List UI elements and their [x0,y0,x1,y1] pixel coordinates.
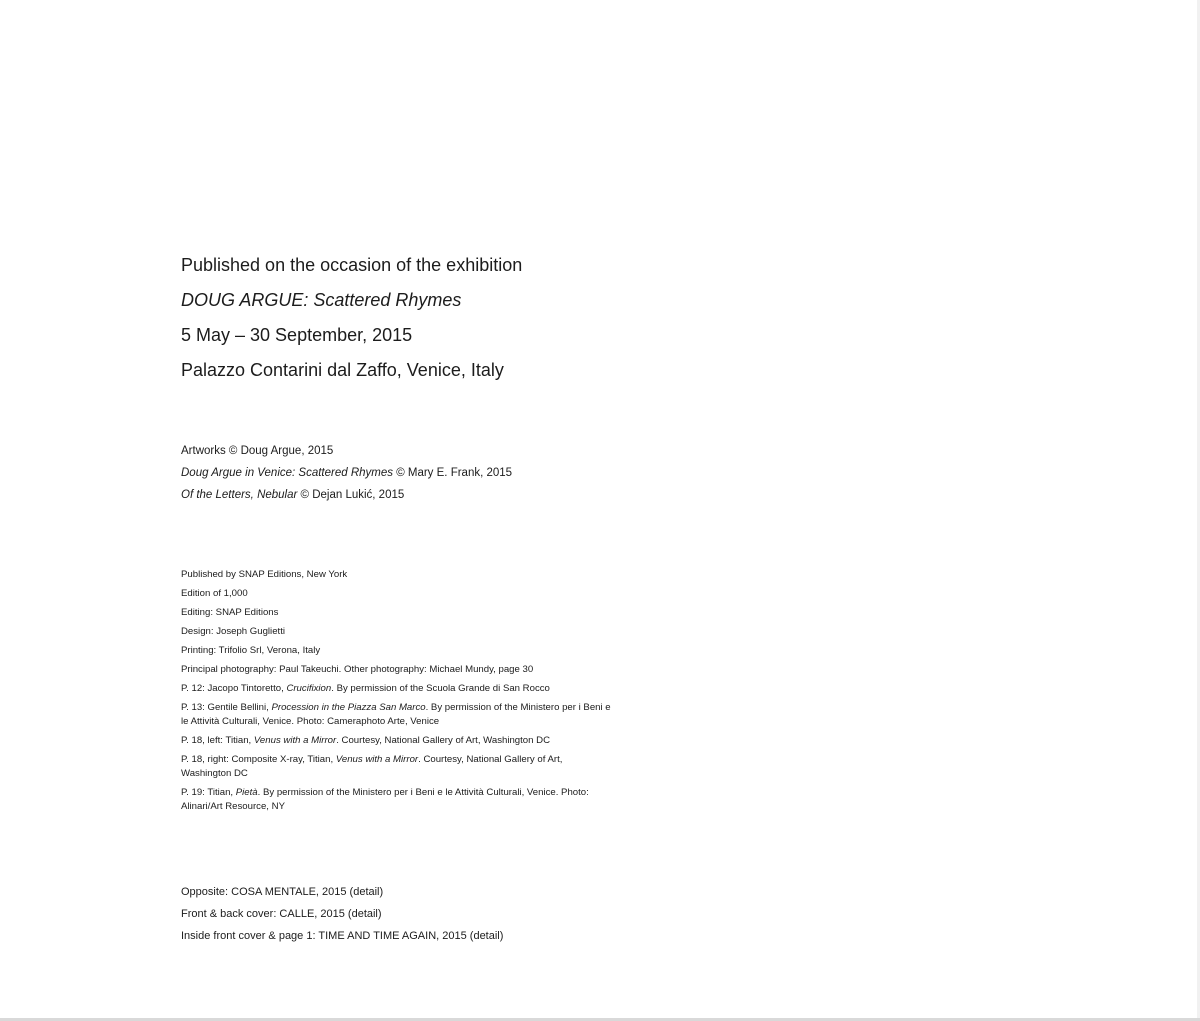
credit-p12 [181,682,611,696]
colophon-editing: Editing: SNAP Editions [181,607,279,618]
colophon-photography: Principal photography: Paul Takeuchi. Other photography: Michael Mundy, page 30 [181,664,534,675]
colophon-printing: Printing: Trifolio Srl, Verona, Italy [181,645,321,656]
caption-inside-front: Inside front cover & page 1: TIME AND TIME AGAIN, 2015 (detail) [181,930,504,942]
credit-p13 [181,701,611,729]
credit-p19-prefix: P. 19: Titian, [181,787,236,798]
credit-p19-suffix: . By permission of the Ministero per i Beni e le Attività Culturali, Venice. Photo: Alinari/Art Resource, NY [181,787,589,812]
copyright-block [181,440,512,506]
caption-opposite: Opposite: COSA MENTALE, 2015 (detail) [181,886,384,898]
credit-p18-right-prefix: P. 18, right: Composite X-ray, Titian, [181,754,336,765]
credit-p12-prefix: P. 12: Jacopo Tintoretto, [181,683,287,694]
credit-p18-left-suffix: . Courtesy, National Gallery of Art, Washington DC [336,735,550,746]
essay-title-frank: Doug Argue in Venice: Scattered Rhymes [181,467,394,479]
exhibition-block [181,248,522,388]
credit-p13-suffix: . By permission of the Ministero per i Beni e le Attività Culturali, Venice. Photo: Cameraphoto Arte, Venice [181,702,611,727]
essay-credit-lukic: © Dejan Lukić, 2015 [297,489,405,501]
caption-cover: Front & back cover: CALLE, 2015 (detail) [181,908,382,920]
credit-p19 [181,786,611,814]
colophon-publisher: Published by SNAP Editions, New York [181,569,348,580]
colophon-edition: Edition of 1,000 [181,588,248,599]
credit-p18-left-prefix: P. 18, left: Titian, [181,735,254,746]
exhibition-intro: Published on the occasion of the exhibition [181,255,523,275]
essay-credit-frank: © Mary E. Frank, 2015 [393,467,513,479]
credit-p12-suffix: . By permission of the Scuola Grande di San Rocco [331,683,550,694]
credit-p12-work: Crucifixion [286,683,332,694]
credit-p19-work: Pietà [235,787,258,798]
credit-p18-right-work: Venus with a Mirror [335,754,419,765]
captions-block [181,881,503,947]
exhibition-dates: 5 May – 30 September, 2015 [181,325,413,345]
exhibition-title: DOUG ARGUE: Scattered Rhymes [181,290,462,310]
credit-p18-right-suffix: . Courtesy, National Gallery of Art, Washington DC [181,754,563,779]
essay-copyright-lukic [181,484,512,506]
essay-title-lukic: Of the Letters, Nebular [181,489,298,501]
colophon-block [181,568,611,819]
credit-p13-work: Procession in the Piazza San Marco [271,702,426,713]
credit-p18-left [181,734,611,748]
credit-p13-prefix: P. 13: Gentile Bellini, [181,702,272,713]
exhibition-venue: Palazzo Contarini dal Zaffo, Venice, Italy [181,360,504,380]
credit-p18-right [181,753,611,781]
artworks-copyright: Artworks © Doug Argue, 2015 [181,445,334,457]
colophon-design: Design: Joseph Guglietti [181,626,285,637]
essay-copyright-frank [181,462,512,484]
credit-p18-left-work: Venus with a Mirror [253,735,337,746]
